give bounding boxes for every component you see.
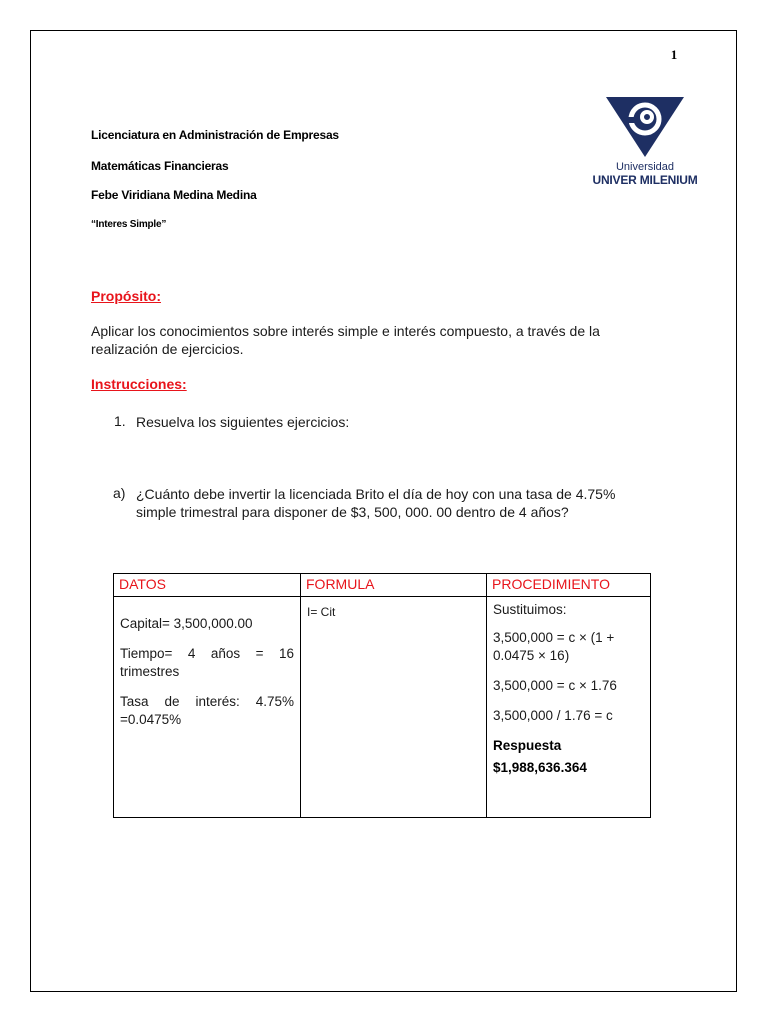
exercise-line2: simple trimestral para disponer de $3, 500, 000. 00 dentro de 4 años?: [136, 504, 569, 520]
header-formula: FORMULA: [301, 574, 487, 597]
exercise-label: a): [113, 485, 126, 501]
datos-capital: Capital= 3,500,000.00: [120, 616, 253, 631]
header-subject: Matemáticas Financieras: [91, 159, 229, 173]
cell-datos: [114, 597, 301, 818]
cell-formula: [301, 597, 487, 818]
header-program: Licenciatura en Administración de Empresas: [91, 128, 339, 142]
data-table: [113, 573, 651, 818]
proc-step3: 3,500,000 / 1.76 = c: [493, 708, 613, 723]
logo-text-name: UNIVER MILENIUM: [592, 173, 698, 187]
header-student: Febe Viridiana Medina Medina: [91, 188, 257, 202]
purpose-text-line2: realización de ejercicios.: [91, 341, 244, 357]
answer-value: $1,988,636.364: [493, 760, 587, 775]
header-datos: DATOS: [114, 574, 301, 597]
cell-procedimiento: [487, 597, 651, 818]
list-item-number: 1.: [114, 413, 126, 429]
table-header-row: [114, 574, 651, 597]
purpose-text-line1: Aplicar los conocimientos sobre interés simple e interés compuesto, a través de la: [91, 323, 600, 339]
university-logo: [583, 97, 707, 193]
logo-text-universidad: Universidad: [615, 161, 675, 173]
proc-step0: Sustituimos:: [493, 602, 567, 617]
proc-step2: 3,500,000 = c × 1.76: [493, 678, 617, 693]
datos-tiempo: Tiempo= 4 años = 16 trimestres: [120, 646, 294, 679]
instructions-heading: Instrucciones:: [91, 376, 187, 392]
header-procedimiento: PROCEDIMIENTO: [487, 574, 651, 597]
formula-text: I= Cit: [307, 605, 336, 619]
answer-label: Respuesta: [493, 738, 562, 753]
purpose-heading: Propósito:: [91, 288, 161, 304]
header-title: “Interes Simple”: [91, 219, 167, 230]
proc-step1: 3,500,000 = c × (1 + 0.0475 × 16): [493, 630, 615, 663]
page-number: 1: [670, 47, 678, 62]
logo-shield-icon: [602, 97, 688, 159]
exercise-line1: ¿Cuánto debe invertir la licenciada Brito el día de hoy con una tasa de 4.75%: [136, 486, 616, 502]
table-row: [114, 597, 651, 818]
list-item-text: Resuelva los siguientes ejercicios:: [136, 414, 350, 430]
datos-tasa: Tasa de interés: 4.75% =0.0475%: [120, 694, 294, 727]
